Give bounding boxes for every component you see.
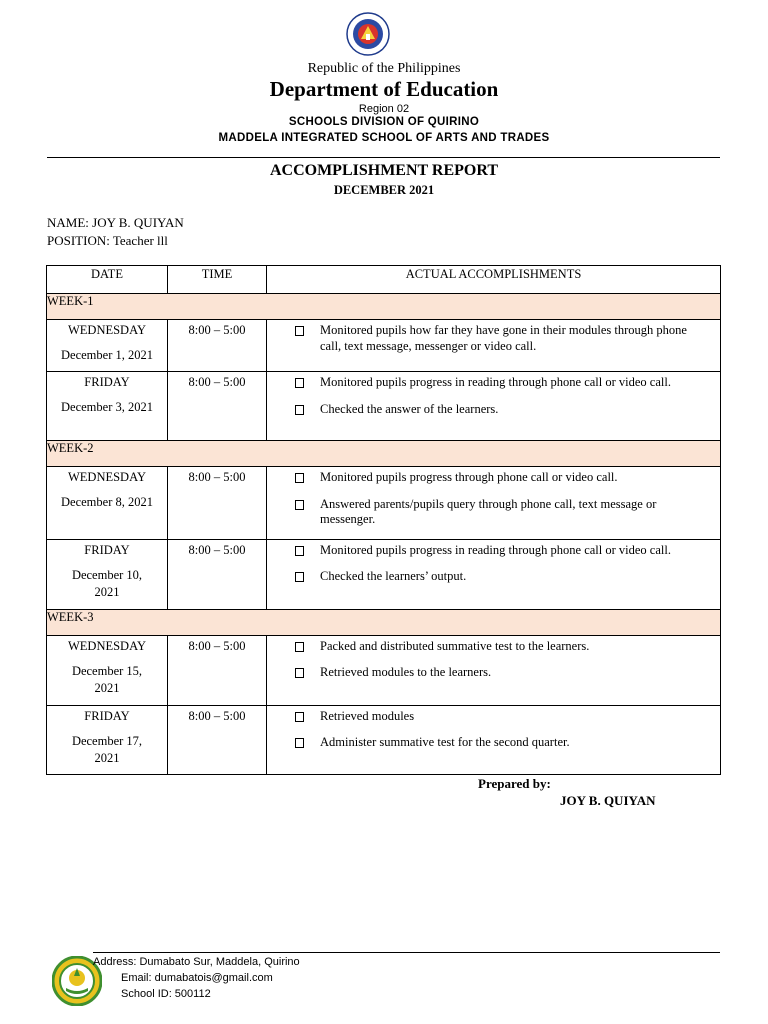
list-item: [295, 375, 706, 391]
date-cell: [47, 705, 168, 774]
accomplishment-text: Checked the answer of the learners.: [320, 401, 499, 416]
accomplishments-cell: [267, 705, 721, 774]
date-cell: [47, 372, 168, 441]
week-row: [47, 441, 721, 467]
checkbox-bullet-icon: [295, 712, 304, 722]
day-date: December 10, 2021: [71, 567, 143, 599]
header-divider: [47, 157, 720, 158]
day-name: WEDNESDAY: [67, 638, 146, 653]
day-name: FRIDAY: [84, 542, 130, 557]
week-label: WEEK-3: [47, 609, 721, 635]
list-item: [295, 497, 706, 528]
checkbox-bullet-icon: [295, 738, 304, 748]
list-item: [295, 665, 706, 681]
footer-school-id: School ID: 500112: [121, 988, 211, 1000]
date-cell: [47, 635, 168, 705]
list-item: [295, 639, 706, 655]
time-cell: 8:00 – 5:00: [168, 467, 267, 540]
checkbox-bullet-icon: [295, 668, 304, 678]
date-cell: [47, 539, 168, 609]
list-item: [295, 323, 706, 354]
footer-address: Address: Dumabato Sur, Maddela, Quirino: [93, 956, 300, 968]
time-cell: 8:00 – 5:00: [168, 372, 267, 441]
republic-line: Republic of the Philippines: [307, 61, 461, 76]
accomplishments-cell: [267, 372, 721, 441]
accomplishment-text: Retrieved modules to the learners.: [320, 665, 492, 679]
table-row: [47, 705, 721, 774]
school-line: MADDELA INTEGRATED SCHOOL OF ARTS AND TRADES: [218, 132, 550, 144]
checkbox-bullet-icon: [295, 642, 304, 652]
accomplishment-text: Administer summative test for the second quarter.: [320, 735, 570, 749]
checkbox-bullet-icon: [295, 378, 304, 388]
week-row: [47, 294, 721, 320]
checkbox-bullet-icon: [295, 546, 304, 556]
accomplishment-text: Answered parents/pupils query through phone call, text message or messenger.: [320, 496, 657, 526]
day-date: December 17, 2021: [71, 733, 143, 765]
date-cell: [47, 320, 168, 372]
table-row: [47, 372, 721, 441]
deped-seal-logo: [346, 12, 390, 56]
table-row: [47, 635, 721, 705]
department-title: Department of Education: [269, 77, 499, 101]
checkbox-bullet-icon: [295, 473, 304, 483]
list-item: [295, 402, 706, 418]
day-date: December 1, 2021: [61, 348, 153, 362]
checkbox-bullet-icon: [295, 326, 304, 336]
report-title: ACCOMPLISHMENT REPORT: [269, 162, 499, 179]
date-cell: [47, 467, 168, 540]
checkbox-bullet-icon: [295, 405, 304, 415]
accomplishment-text: Retrieved modules: [320, 708, 415, 723]
table-header-row: [47, 266, 721, 294]
signatory-name: JOY B. QUIYAN: [560, 793, 656, 808]
accomplishment-text: Monitored pupils how far they have gone in their modules through phone call, text message, messenger or video call.: [320, 323, 687, 353]
week-label: WEEK-2: [47, 441, 721, 467]
footer-divider: [93, 952, 720, 953]
time-cell: 8:00 – 5:00: [168, 320, 267, 372]
table-row: [47, 539, 721, 609]
list-item: [295, 709, 706, 725]
day-name: FRIDAY: [84, 375, 130, 389]
list-item: [295, 735, 706, 751]
accomplishment-text: Monitored pupils progress in reading through phone call or video call.: [320, 542, 671, 557]
accomplishment-text: Checked the learners’ output.: [320, 569, 467, 583]
accomplishment-table: [46, 265, 721, 775]
footer-email: Email: dumabatois@gmail.com: [121, 972, 273, 984]
day-date: December 3, 2021: [61, 400, 153, 414]
employee-position: POSITION: Teacher lll: [47, 233, 168, 248]
checkbox-bullet-icon: [295, 500, 304, 510]
prepared-by-label: Prepared by:: [478, 776, 551, 791]
day-name: FRIDAY: [84, 708, 130, 723]
time-cell: 8:00 – 5:00: [168, 705, 267, 774]
day-date: December 15, 2021: [71, 663, 143, 695]
region-line: Region 02: [358, 103, 410, 115]
date-column-header: DATE: [47, 266, 168, 294]
accomplishment-text: Monitored pupils progress in reading through phone call or video call.: [320, 375, 671, 389]
accomplishments-column-header: ACTUAL ACCOMPLISHMENTS: [267, 266, 721, 294]
day-date: December 8, 2021: [61, 495, 153, 509]
checkbox-bullet-icon: [295, 572, 304, 582]
time-cell: 8:00 – 5:00: [168, 539, 267, 609]
accomplishments-cell: [267, 635, 721, 705]
accomplishments-cell: [267, 320, 721, 372]
week-row: [47, 609, 721, 635]
table-row: [47, 320, 721, 372]
accomplishments-cell: [267, 467, 721, 540]
week-label: WEEK-1: [47, 294, 721, 320]
accomplishment-text: Packed and distributed summative test to the learners.: [320, 638, 590, 653]
report-period: DECEMBER 2021: [333, 183, 435, 197]
list-item: [295, 569, 706, 585]
division-line: SCHOOLS DIVISION OF QUIRINO: [288, 116, 480, 128]
time-cell: 8:00 – 5:00: [168, 635, 267, 705]
day-name: WEDNESDAY: [67, 470, 146, 484]
list-item: [295, 543, 706, 559]
employee-name: NAME: JOY B. QUIYAN: [47, 215, 184, 230]
accomplishment-text: Monitored pupils progress through phone call or video call.: [320, 470, 618, 484]
list-item: [295, 470, 706, 486]
accomplishments-cell: [267, 539, 721, 609]
day-name: WEDNESDAY: [67, 323, 146, 337]
time-column-header: TIME: [168, 266, 267, 294]
table-row: [47, 467, 721, 540]
